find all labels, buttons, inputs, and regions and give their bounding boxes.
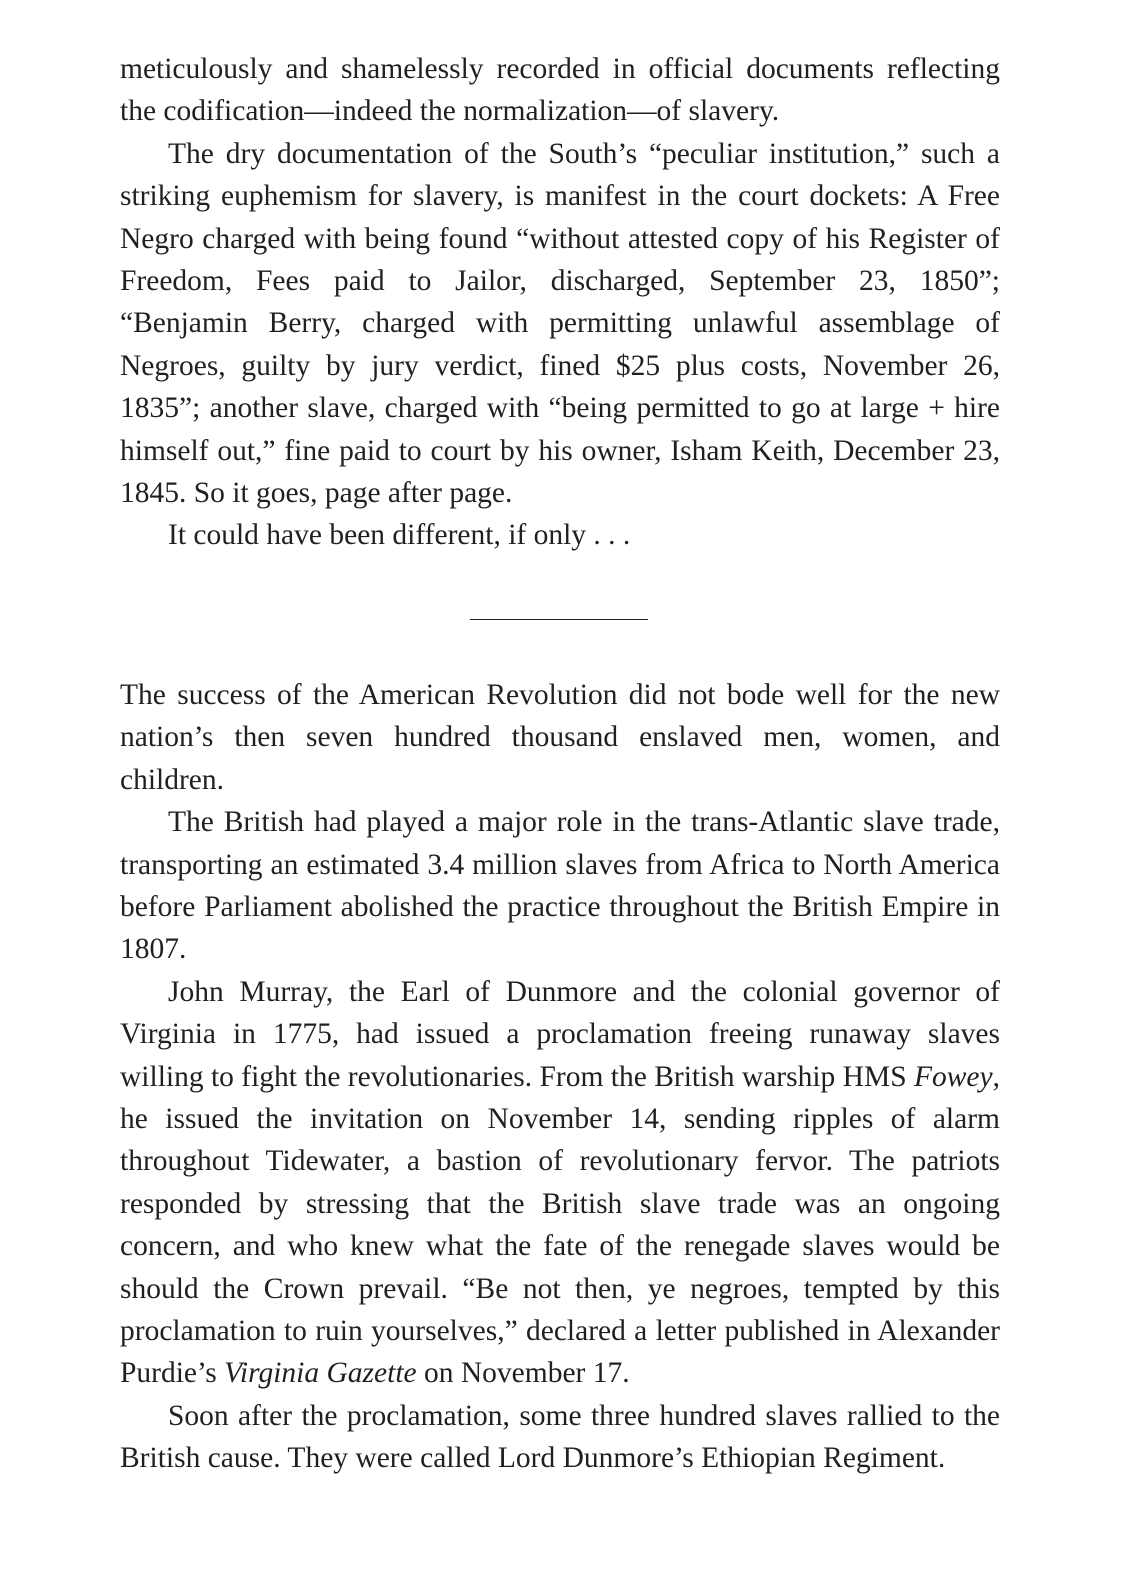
newspaper-name: Virginia Gazette <box>224 1357 417 1390</box>
section-american-revolution <box>120 674 1000 1480</box>
paragraph-court-dockets: The dry documentation of the South’s “peculiar institution,” such a striking euphemism for slavery, is manifest in the court dockets: A Free Negro charged with being found “without attested copy of his Register of Freedom, Fees paid to Jailor, discharged, September 23, 1850”; “Benjamin Berry, charged with permitting unlawful assemblage of Negroes, guilty by jury verdict, fined $25 plus costs, November 26, 1835”; another slave, charged with “being permitted to go at large + hire himself out,” fine paid to court by his owner, Isham Keith, December 23, 1845. So it goes, page after page. <box>120 137 1000 510</box>
paragraph-ethiopian-regiment: Soon after the proclamation, some three hundred slaves rallied to the British cause. They were called Lord Dunmore’s Ethiopian Regiment. <box>120 1399 1000 1475</box>
paragraph-revolution: The success of the American Revolution did not bode well for the new nation’s then seven hundred thousand enslaved men, women, and children. <box>120 678 1000 796</box>
text-run: on November 17. <box>416 1357 630 1390</box>
ship-name: Fowey <box>913 1060 993 1093</box>
text-run: , he issued the invitation on November 14, sending ripples of alarm throughout Tidewater, a bastion of revolutionary fervor. The patriots responded by stressing that the British slave trade was an ongoing concern, and who knew what the fate of the renegade slaves would be should the Crown prevail. “Be not then, ye negroes, tempted by this proclamation to ruin yourselves,” declared a letter published in Alexander Purdie’s <box>120 1060 1000 1390</box>
page-body <box>120 48 1000 1480</box>
section-divider <box>470 619 648 620</box>
text-run: John Murray, the Earl of Dunmore and the colonial governor of Virginia in 1775, had issued a proclamation freeing runaway slaves willing to fight the revolutionaries. From the British warship HMS <box>120 975 1000 1093</box>
paragraph-if-only: It could have been different, if only . . . <box>168 519 631 552</box>
paragraph-british-trade: The British had played a major role in the trans-Atlantic slave trade, transporting an estimated 3.4 million slaves from Africa to North America before Parliament abolished the practice throughout the British Empire in 1807. <box>120 806 1000 966</box>
paragraph-continued: meticulously and shamelessly recorded in official documents reflecting the codification—indeed the normalization—of slavery. <box>120 53 1000 128</box>
paragraph-dunmore <box>120 971 1000 1395</box>
